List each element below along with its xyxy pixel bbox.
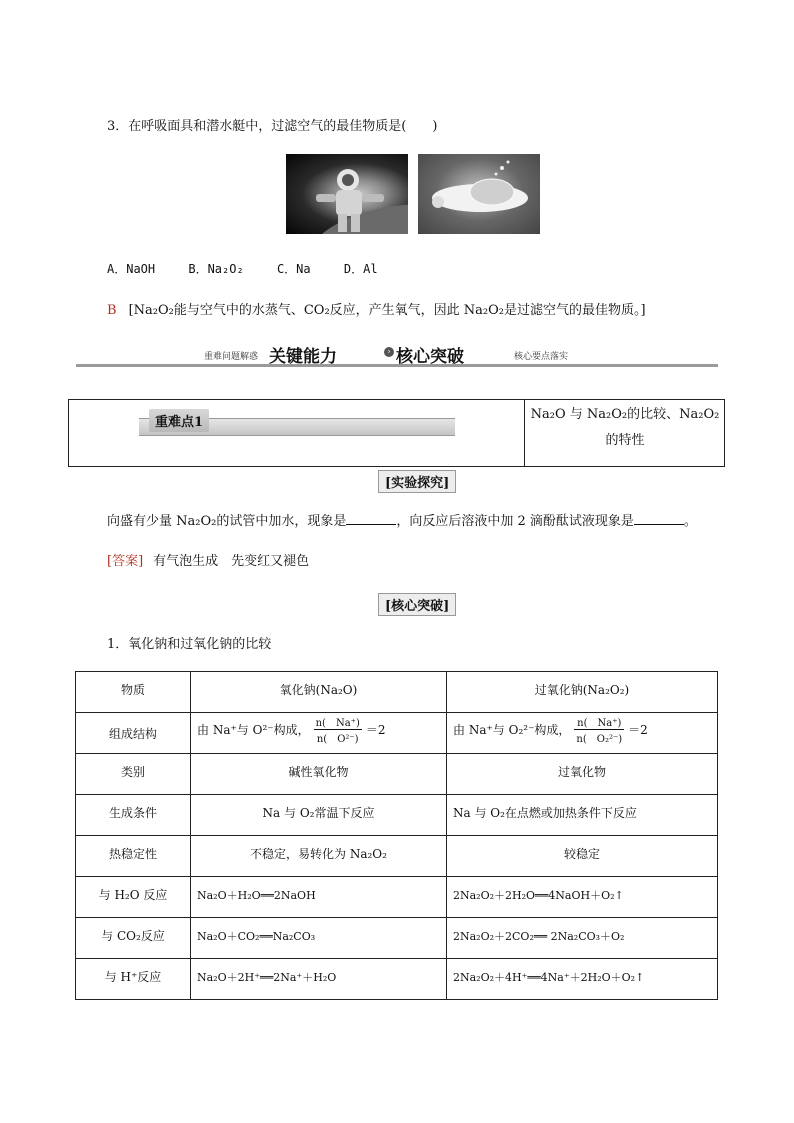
na2o2-ratio-fraction [574,714,624,745]
row-label: 与 H₂O 反应 [76,877,191,918]
row-label: 生成条件 [76,795,191,836]
key-point-label: 重难点1 [149,409,209,432]
experiment-heading: [实验探究] [378,470,456,493]
row-label: 与 H⁺反应 [76,959,191,1000]
na2o-cell: 碱性氧化物 [191,754,447,795]
answer-text: [Na₂O₂能与空气中的水蒸气、CO₂反应，产生氧气，因此 Na₂O₂是过滤空气的最佳物质。] [128,303,646,318]
na2o2-composition-prefix: 由 Na⁺与 O₂²⁻构成， [453,723,571,737]
na2o2-cell: 2Na₂O₂＋2CO₂══ 2Na₂CO₃＋O₂ [447,918,718,959]
header-cell-substance: 物质 [76,672,191,713]
question-text: 3．在呼吸面具和潜水艇中，过滤空气的最佳物质是( ) [107,119,438,134]
option-a: A．NaOH [107,262,156,276]
na2o2-cell: 较稳定 [447,836,718,877]
na2o-cell: Na 与 O₂常温下反应 [191,795,447,836]
table-row [76,918,718,959]
row-label: 与 CO₂反应 [76,918,191,959]
banner-title-1: 关键能力 [269,347,337,367]
banner-arrow-icon: › [384,347,394,357]
experiment-answer-label: [答案] [107,554,144,569]
comparison-table [75,671,718,1000]
table-row [76,877,718,918]
experiment-question-end: 。 [683,514,697,529]
banner-right-caption: 核心要点落实 [514,352,569,362]
answer-letter: B [107,303,117,318]
table-row [76,959,718,1000]
option-d: D．Al [343,262,378,276]
answer-blank-1 [346,512,396,525]
table-row [76,836,718,877]
na2o-cell: Na₂O＋2H⁺══2Na⁺＋H₂O [191,959,447,1000]
na2o-ratio-numerator: n( Na⁺) [314,714,362,730]
na2o-cell: Na₂O＋H₂O══2NaOH [191,877,447,918]
banner-title-2: 核心突破 [396,347,464,367]
na2o2-cell: 2Na₂O₂＋4H⁺══4Na⁺＋2H₂O＋O₂↑ [447,959,718,1000]
row-label: 类别 [76,754,191,795]
na2o2-ratio-denominator: n( O₂²⁻) [576,734,623,745]
answer-explanation [107,299,646,318]
option-b: B．Na₂O₂ [188,262,244,276]
header-cell-na2o: 氧化钠(Na₂O) [191,672,447,713]
na2o-composition-prefix: 由 Na⁺与 O²⁻构成， [197,723,310,737]
experiment-answer-text: 有气泡生成 先变红又褪色 [153,554,310,569]
na2o-cell: Na₂O＋CO₂══Na₂CO₃ [191,918,447,959]
experiment-question-part2: ，向反应后溶液中加 2 滴酚酞试液现象是 [396,514,634,529]
submarine-image [418,154,540,234]
row-label: 热稳定性 [76,836,191,877]
banner-left-caption: 重难问题解惑 [204,352,259,362]
na2o2-cell: 过氧化物 [447,754,718,795]
na2o-ratio-denominator: n( O²⁻) [316,734,359,745]
comparison-title: 1．氧化钠和过氧化钠的比较 [107,637,272,652]
key-point-topic: Na₂O 与 Na₂O₂的比较、Na₂O₂的特性 [530,407,720,448]
key-point-divider [524,400,525,466]
na2o2-composition-cell [447,713,718,754]
experiment-question [107,510,697,529]
na2o-ratio-value: ＝2 [365,723,386,737]
section-banner [76,340,718,368]
na2o2-ratio-value: ＝2 [628,723,648,737]
na2o2-cell: 2Na₂O₂＋2H₂O══4NaOH＋O₂↑ [447,877,718,918]
table-row [76,795,718,836]
answer-blank-2 [634,512,684,525]
na2o-cell: 不稳定，易转化为 Na₂O₂ [191,836,447,877]
row-label: 组成结构 [76,713,191,754]
key-point-box [68,399,725,467]
experiment-answer [107,550,309,569]
header-cell-na2o2: 过氧化钠(Na₂O₂) [447,672,718,713]
option-c: C．Na [276,262,311,276]
na2o2-cell: Na 与 O₂在点燃或加热条件下反应 [447,795,718,836]
na2o-composition-cell [191,713,447,754]
core-heading: [核心突破] [378,593,456,616]
table-header-row [76,672,718,713]
astronaut-image [286,154,408,234]
na2o-ratio-fraction [314,714,362,745]
table-row-composition [76,713,718,754]
experiment-question-part1: 向盛有少量 Na₂O₂的试管中加水，现象是 [107,514,347,529]
answer-options [107,260,404,277]
na2o2-ratio-numerator: n( Na⁺) [574,714,624,730]
table-row [76,754,718,795]
